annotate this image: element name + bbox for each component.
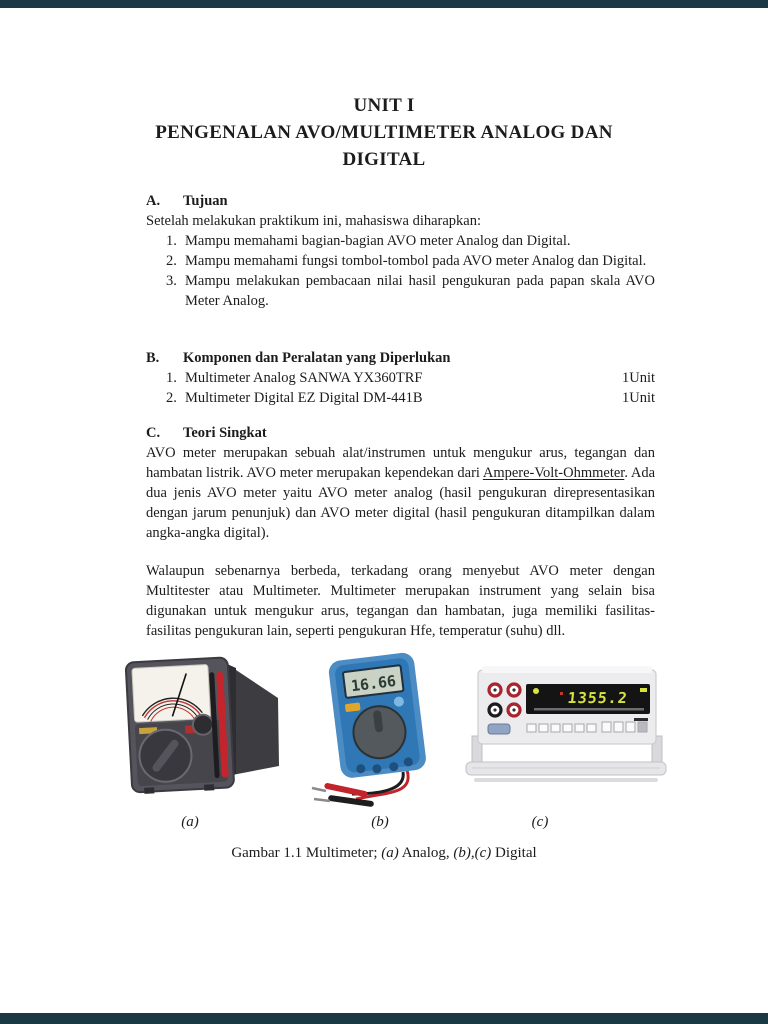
caption-text: Analog,: [398, 845, 454, 861]
equipment-name: Multimeter Digital EZ Digital DM-441B: [185, 390, 423, 406]
section-b-list: [146, 368, 655, 408]
title-line-main: PENGENALAN AVO/MULTIMETER ANALOG DAN: [155, 122, 613, 143]
list-text: Mampu memahami bagian-bagian AVO meter Analog dan Digital.: [185, 233, 571, 249]
list-item: [146, 231, 655, 251]
list-number: 1.: [166, 233, 177, 249]
list-text: Mampu melakukan pembacaan nilai hasil pengukuran pada papan skala AVO Meter Analog.: [185, 273, 655, 309]
caption-label-a: (a): [381, 845, 399, 861]
section-teori: [146, 423, 655, 543]
figure-label-a: (a): [181, 814, 199, 830]
viewer-top-edge: [0, 0, 768, 8]
section-a-intro: Setelah melakukan praktikum ini, mahasiswa diharapkan:: [146, 213, 482, 229]
analog-multimeter-photo: [115, 652, 290, 807]
benchtop-digital-multimeter-drawing: [464, 658, 668, 798]
section-a-heading: [146, 191, 655, 211]
equipment-qty: 1Unit: [621, 370, 655, 386]
section-c-title: Teori Singkat: [183, 425, 267, 441]
equipment-qty: 1Unit: [621, 390, 655, 406]
section-b-title: Komponen dan Peralatan yang Diperlukan: [183, 350, 451, 366]
list-item: [146, 251, 655, 271]
section-a-letter: A.: [146, 193, 161, 209]
handheld-digital-multimeter-drawing: [310, 652, 460, 812]
section-c-letter: C.: [146, 425, 161, 441]
underlined-term: Ampere-Volt-Ohmmeter: [482, 465, 625, 481]
paragraph-text: AVO meter merupakan sebuah alat/instrumen untuk mengukur arus, tegangan dan hambatan listrik. AVO meter merupakan kependekan dari: [146, 445, 655, 481]
section-b-letter: B.: [146, 350, 160, 366]
section-b-heading: [146, 348, 655, 368]
paragraph-text: . Ada dua jenis AVO meter yaitu AVO meter analog (hasil pengukuran direpresentasikan dengan jarum penunjuk) dan AVO meter digital (hasil pengukuran ditampilkan dalam angka-angka digital).: [146, 465, 656, 541]
list-number: 2.: [166, 253, 177, 269]
benchtop-display-reading: 1355.2: [566, 689, 629, 707]
section-tujuan: [146, 191, 655, 311]
document-title: [0, 92, 768, 173]
list-text: Mampu memahami fungsi tombol-tombol pada AVO meter Analog dan Digital.: [185, 253, 647, 269]
benchtop-digital-multimeter-photo: [464, 658, 668, 803]
figure-label-c: (c): [531, 814, 549, 830]
handheld-digital-multimeter-photo: [310, 652, 460, 817]
caption-text: Digital: [491, 845, 537, 861]
figure-label-b: (b): [371, 814, 389, 830]
list-number: 3.: [166, 273, 177, 289]
list-item: [146, 271, 655, 311]
caption-labels-bc: (b),(c): [453, 845, 492, 861]
teori-paragraph-2: Walaupun sebenarnya berbeda, terkadang orang menyebut AVO meter dengan Multitester atau Multimeter. Multimeter merupakan instrument yang selain bisa digunakan untuk mengukur arus, tegangan dan hambatan, juga memiliki fasilitas-fasilitas pengukuran lain, seperti pengukuran Hfe, temperatur (suhu) dll.: [146, 563, 655, 639]
viewer-bottom-edge: [0, 1013, 768, 1024]
title-line-unit: UNIT I: [353, 95, 415, 116]
equipment-name: Multimeter Analog SANWA YX360TRF: [185, 370, 423, 386]
list-number: 1.: [166, 370, 177, 386]
lcd-reading: 16.66: [349, 671, 397, 696]
list-number: 2.: [166, 390, 177, 406]
equipment-row: [146, 368, 655, 388]
analog-multimeter-drawing: [115, 652, 290, 802]
teori-paragraph-1: [146, 443, 655, 543]
section-c-heading: [146, 423, 655, 443]
section-komponen: [146, 348, 655, 408]
section-a-title: Tujuan: [183, 193, 228, 209]
section-a-list: [146, 231, 655, 311]
title-line-digital: DIGITAL: [342, 149, 426, 170]
equipment-row: [146, 388, 655, 408]
figure-caption: [0, 845, 768, 862]
caption-text: Gambar 1.1 Multimeter;: [231, 845, 382, 861]
